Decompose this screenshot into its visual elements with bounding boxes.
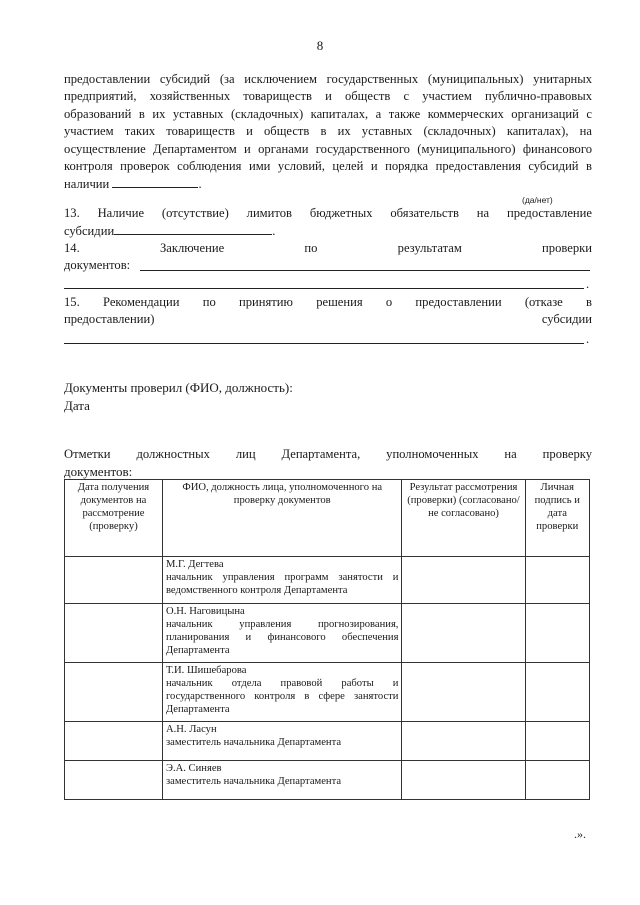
item13-text: 13. Наличие (отсутствие) лимитов бюджетных обязательств на предоставление: [64, 206, 592, 220]
item14-end: .: [586, 277, 590, 291]
item15-end: .: [586, 332, 590, 346]
item14-word: Заключение: [159, 241, 225, 255]
official-cell: [162, 761, 402, 800]
item15-line2: [64, 311, 592, 328]
item15-word: (отказе: [524, 295, 563, 309]
official-cell: [162, 722, 402, 761]
item15-provision-label: предоставлении): [64, 312, 155, 326]
item14-documents-label: документов:: [64, 258, 131, 272]
signature-cell: [525, 663, 589, 722]
table-row: [65, 663, 590, 722]
item15-word: Рекомендации: [102, 295, 180, 309]
table-header-row: [65, 480, 590, 557]
result-cell: [402, 663, 525, 722]
official-position: начальник управления прогнозирования, планирования и финансового обеспечения Департамента: [165, 619, 399, 656]
signature-cell: [525, 557, 589, 604]
item15-word: 15.: [64, 295, 80, 309]
item15-rule: [64, 343, 584, 344]
marks-intro-line2: документов:: [64, 464, 133, 479]
official-position: заместитель начальника Департамента: [165, 776, 342, 787]
date-label: Дата: [64, 398, 90, 413]
table-row: [65, 722, 590, 761]
header-result: Результат рассмотрения (проверки) (согласовано/не согласовано): [402, 480, 525, 557]
item14-word: по: [304, 241, 318, 255]
header-date-received: Дата получения документов на рассмотрение (проверку): [65, 480, 163, 557]
date-cell: [65, 557, 163, 604]
date-cell: [65, 663, 163, 722]
table-row: [65, 557, 590, 604]
result-cell: [402, 557, 525, 604]
result-cell: [402, 722, 525, 761]
intro-text: предоставлении субсидий (за исключением государственных (муниципальных) унитарных предприятий, хозяйственных товариществ и обществ с участием публично-правовых образований в их уставных (складочных) капиталах, а также коммерческих организаций с участием таких товариществ и обществ в их уставных (складочных) капиталах), на осуществление Департаментом и органами государственного (муниципального) финансового контроля проверок соблюдения ими условий, целей и порядка предоставления субсидий в наличии: [64, 72, 592, 192]
item13-blank: [114, 222, 272, 235]
signature-cell: [525, 722, 589, 761]
page-number: 8: [316, 38, 324, 53]
marks-intro-word: должностных: [136, 447, 210, 461]
item14-line2: [64, 257, 130, 274]
official-cell: [162, 604, 402, 663]
official-position: начальник управления программ занятости и ведомственного контроля Департамента: [165, 572, 399, 596]
official-cell: [162, 557, 402, 604]
yes-no-hint: (да/нет): [522, 195, 553, 205]
signature-cell: [525, 604, 589, 663]
item15-word: предоставлении: [415, 295, 502, 309]
item15-word: по: [202, 295, 216, 309]
item14-word: 14.: [64, 241, 80, 255]
marks-intro-line1: [64, 446, 592, 463]
result-cell: [402, 761, 525, 800]
signature-cell: [525, 761, 589, 800]
item15-word: решения: [316, 295, 363, 309]
intro-end: .: [198, 177, 202, 192]
official-name: О.Н. Наговицына: [165, 606, 245, 617]
item14-rule: [140, 270, 590, 271]
item15-word: принятию: [238, 295, 293, 309]
item14-word: проверки: [542, 241, 592, 255]
table-row: [65, 604, 590, 663]
marks-intro-word: Отметки: [64, 447, 111, 461]
official-position: начальник отдела правовой работы и государственного контроля в сфере занятости Департамента: [165, 678, 399, 715]
header-official: ФИО, должность лица, уполномоченного на проверку документов: [162, 480, 402, 557]
date-cell: [65, 761, 163, 800]
marks-intro-word: лиц: [235, 447, 256, 461]
item13-line1: [64, 205, 592, 222]
official-name: А.Н. Ласун: [165, 724, 217, 735]
official-name: М.Г. Дегтева: [165, 559, 224, 570]
date-cell: [65, 604, 163, 663]
result-cell: [402, 604, 525, 663]
closing-quote-mark: .».: [574, 827, 586, 841]
official-name: Т.И. Шишебарова: [165, 665, 247, 676]
official-cell: [162, 663, 402, 722]
marks-intro-word: проверку: [542, 447, 592, 461]
intro-paragraph: [64, 71, 592, 194]
marks-intro-word: на: [504, 447, 517, 461]
item14-rule-2: [64, 288, 584, 289]
yes-no-blank: [112, 175, 198, 188]
item13-line2: [64, 222, 275, 240]
marks-intro-word: уполномоченных: [386, 447, 479, 461]
item13-end: .: [272, 224, 276, 238]
table-row: [65, 761, 590, 800]
official-name: Э.А. Синяев: [165, 763, 222, 774]
item15-word: в: [586, 295, 592, 309]
approval-table: [64, 479, 590, 800]
item15-word: о: [385, 295, 393, 309]
checked-by-label: Документы проверил (ФИО, должность):: [64, 380, 293, 395]
marks-intro-word: Департамента,: [281, 447, 361, 461]
official-position: заместитель начальника Департамента: [165, 737, 342, 748]
item15-subsidy-label: субсидии: [541, 312, 592, 326]
header-signature: Личная подпись и дата проверки: [525, 480, 589, 557]
item14-word: результатам: [397, 241, 462, 255]
date-cell: [65, 722, 163, 761]
item14-line1: [64, 240, 592, 257]
item13-subsidy-label: субсидии: [64, 224, 115, 238]
item15-line1: [64, 294, 592, 311]
